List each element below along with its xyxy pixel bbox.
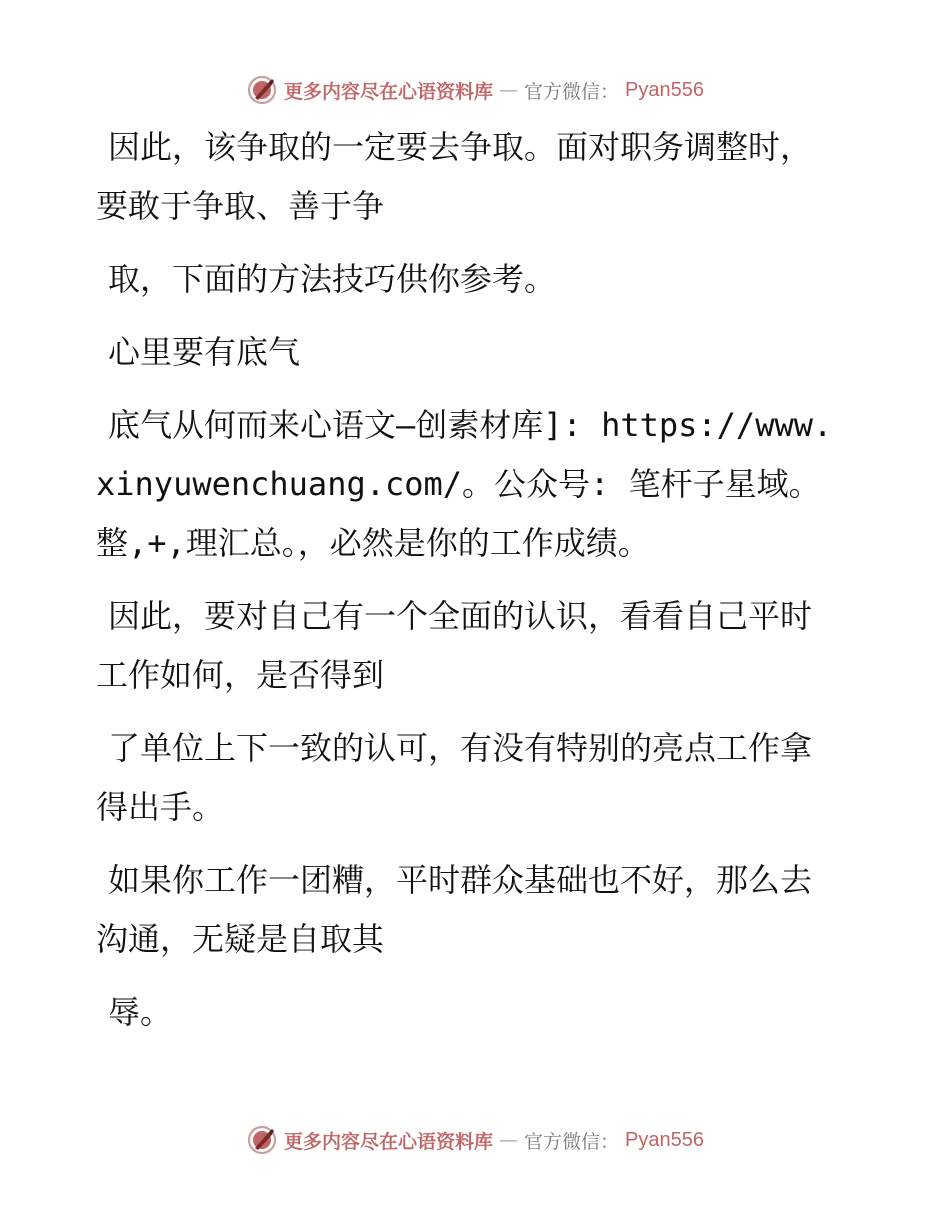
pen-logo-icon xyxy=(246,74,278,106)
paragraph: 如果你工作一团糟，平时群众基础也不好，那么去沟通，无疑是自取其 xyxy=(96,861,813,958)
paragraph: 辱。 xyxy=(108,993,173,1031)
header-slogan: 更多内容尽在心语资料库 xyxy=(284,80,494,103)
footer-watermark xyxy=(0,1120,950,1160)
header-watermark xyxy=(0,70,950,110)
header-wechat-label: 官方微信： xyxy=(524,80,620,103)
footer-dash: — xyxy=(499,1129,519,1151)
paragraph: 了单位上下一致的认可，有没有特别的亮点工作拿得出手。 xyxy=(96,729,813,826)
paragraph: 取，下面的方法技巧供你参考。 xyxy=(108,260,557,298)
body-text xyxy=(96,118,836,1056)
paragraph: 因此，要对自己有一个全面的认识，看看自己平时工作如何，是否得到 xyxy=(96,597,813,694)
section-heading: 心里要有底气 xyxy=(108,333,301,371)
footer-wechat-label: 官方微信： xyxy=(524,1130,620,1153)
footer-slogan: 更多内容尽在心语资料库 xyxy=(284,1130,494,1153)
header-dash: — xyxy=(499,79,519,101)
pen-logo-icon xyxy=(246,1124,278,1156)
header-wechat-id: Pyan556 xyxy=(625,78,704,101)
paragraph: 因此，该争取的一定要去争取。面对职务调整时，要敢于争取、善于争 xyxy=(96,128,813,225)
footer-wechat-id: Pyan556 xyxy=(625,1128,704,1151)
paragraph: 底气从何而来心语文—创素材库]: https://www.xinyuwenchuang.com/。公众号: 笔杆子星域。整,+,理汇总。，必然是你的工作成绩。 xyxy=(96,406,833,562)
